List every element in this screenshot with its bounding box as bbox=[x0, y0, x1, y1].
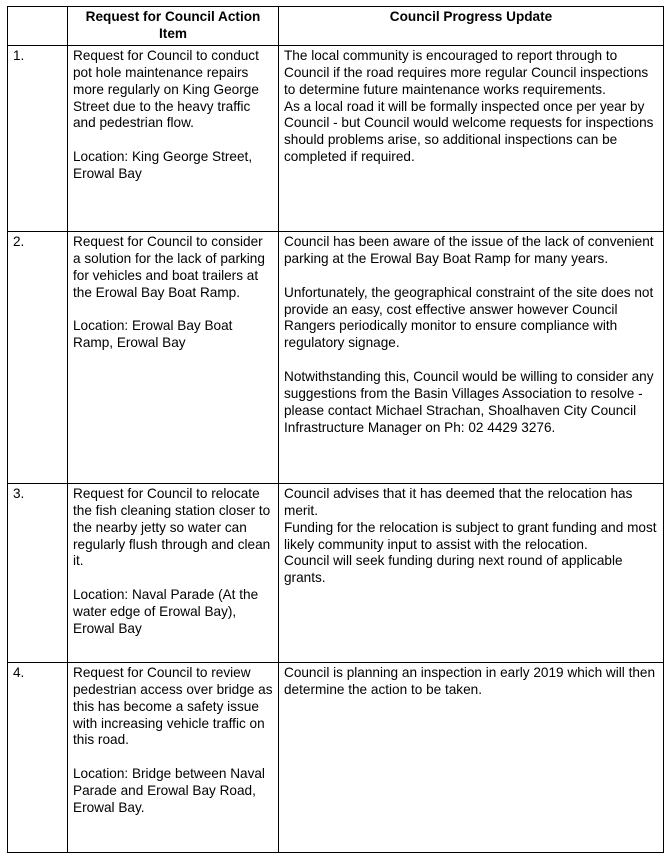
update-paragraph: Notwithstanding this, Council would be willing to consider any suggestions from the Basin Villages Association to resolve - please contact Michael Strachan, Shoalhaven City Council Infrastructure Manager on Ph: 02 4429 3276. bbox=[284, 369, 654, 435]
request-text: Request for Council to relocate the fish cleaning station closer to the nearby jetty so water can regularly flush through and clean it. bbox=[73, 485, 271, 569]
table-row bbox=[8, 662, 664, 852]
update-paragraph: Council will seek funding during next round of applicable grants. bbox=[284, 553, 623, 586]
update-paragraph: As a local road it will be formally inspected once per year by Council - but Council would welcome requests for inspections should problems arise, so additional inspections can be completed if required. bbox=[284, 98, 654, 165]
header-request: Request for Council Action Item bbox=[68, 7, 279, 46]
table-row bbox=[8, 45, 664, 231]
row-number: 1. bbox=[8, 45, 68, 231]
request-cell bbox=[68, 231, 279, 483]
update-cell bbox=[279, 483, 664, 662]
request-cell bbox=[68, 45, 279, 231]
table-row bbox=[8, 483, 664, 662]
row-number: 3. bbox=[8, 483, 68, 662]
update-paragraph: Council is planning an inspection in early 2019 which will then determine the action to be taken. bbox=[284, 664, 656, 697]
request-text: Request for Council to review pedestrian access over bridge as this has become a safety issue with increasing vehicle traffic on this road. bbox=[73, 664, 273, 748]
request-cell bbox=[68, 483, 279, 662]
location-text: Location: Bridge between Naval Parade and Erowal Bay Road, Erowal Bay. bbox=[73, 766, 265, 816]
request-cell bbox=[68, 662, 279, 852]
row-number: 4. bbox=[8, 662, 68, 852]
update-paragraph: Council has been aware of the issue of the lack of convenient parking at the Erowal Bay Boat Ramp for many years. bbox=[284, 233, 654, 266]
row-number: 2. bbox=[8, 231, 68, 483]
update-cell bbox=[279, 231, 664, 483]
location-text: Location: Naval Parade (At the water edge of Erowal Bay), Erowal Bay bbox=[73, 587, 259, 637]
table-header-row bbox=[8, 7, 664, 46]
update-paragraph: Funding for the relocation is subject to grant funding and most likely community input to assist with the relocation. bbox=[284, 519, 657, 552]
update-paragraph: Unfortunately, the geographical constraint of the site does not provide an easy, cost effective answer however Council Rangers periodically monitor to ensure compliance with regulatory signage. bbox=[284, 284, 654, 351]
header-update: Council Progress Update bbox=[279, 7, 664, 46]
update-cell bbox=[279, 45, 664, 231]
location-text: Location: King George Street, Erowal Bay bbox=[73, 149, 253, 182]
location-text: Location: Erowal Bay Boat Ramp, Erowal Bay bbox=[73, 318, 233, 351]
action-items-table bbox=[7, 6, 664, 853]
update-cell bbox=[279, 662, 664, 852]
update-paragraph: The local community is encouraged to report through to Council if the road requires more regular Council inspections to determine future maintenance works requirements. bbox=[284, 47, 649, 97]
table-row bbox=[8, 231, 664, 483]
header-number bbox=[8, 7, 68, 46]
update-paragraph: Council advises that it has deemed that the relocation has merit. bbox=[284, 485, 633, 518]
request-text: Request for Council to consider a solution for the lack of parking for vehicles and boat trailers at the Erowal Bay Boat Ramp. bbox=[73, 233, 265, 300]
request-text: Request for Council to conduct pot hole maintenance repairs more regularly on King George Street due to the heavy traffic and pedestrian flow. bbox=[73, 47, 259, 131]
